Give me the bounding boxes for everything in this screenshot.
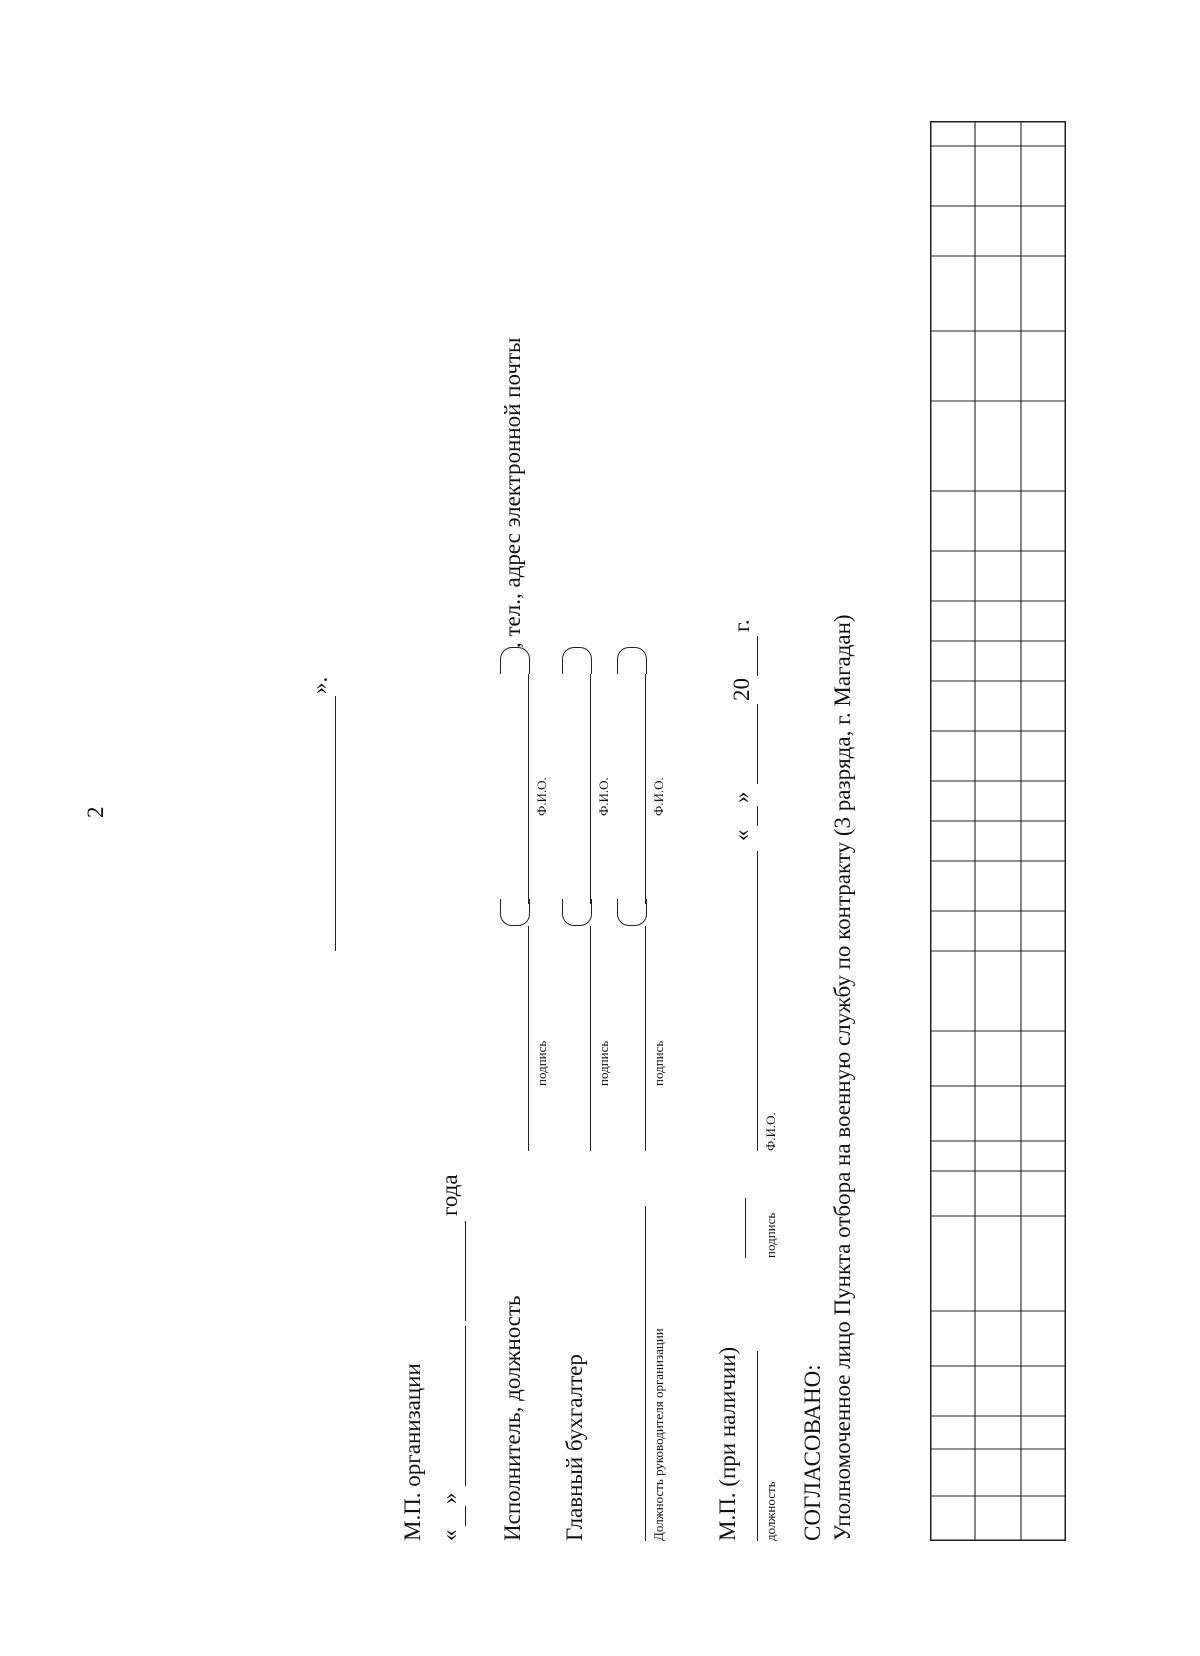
- closing-field[interactable]: [335, 696, 336, 951]
- head-signature-caption: подпись: [651, 1040, 666, 1086]
- accountant-fio-open-paren: [562, 899, 592, 926]
- head-fio-caption: Ф.И.О.: [651, 777, 666, 816]
- date-day-field[interactable]: [757, 806, 758, 826]
- closing-quote: ».: [307, 676, 332, 694]
- stamp-text: М.П. (при наличии): [715, 1346, 740, 1541]
- head-signature-field[interactable]: [645, 926, 646, 1151]
- org-stamp-text: М.П. организации: [400, 1363, 425, 1541]
- table-grid: [930, 121, 1066, 1541]
- date-open-quote: «: [729, 829, 754, 841]
- head-fio-open-paren: [617, 899, 647, 926]
- accountant-signature-field[interactable]: [590, 926, 591, 1151]
- head-position-caption: Должность руководителя организации: [651, 1328, 666, 1541]
- table-border: [931, 122, 1066, 1541]
- approval-title: СОГЛАСОВАНО:: [800, 1364, 825, 1541]
- accountant-fio-field[interactable]: [590, 674, 591, 904]
- position-caption: должность: [763, 1481, 778, 1541]
- bottom-date-suffix: года: [437, 1174, 462, 1216]
- bottom-date-year-field[interactable]: [465, 1221, 466, 1321]
- chief-accountant-label: Главный бухгалтер: [562, 1354, 587, 1541]
- position-field[interactable]: [757, 1351, 758, 1541]
- executor-fio-close-paren: [500, 647, 530, 674]
- bottom-date-month-field[interactable]: [465, 1326, 466, 1486]
- contacts-text: , тел., адрес электронной почты: [500, 337, 525, 648]
- blank-table: [930, 121, 1066, 1541]
- bottom-date-close-quote: »: [437, 1492, 462, 1504]
- executor-fio-field[interactable]: [528, 674, 529, 904]
- fio-field[interactable]: [757, 851, 758, 1151]
- signature-caption: подпись: [763, 1212, 778, 1258]
- accountant-fio-caption: Ф.И.О.: [596, 777, 611, 816]
- page-number: 2: [83, 806, 108, 818]
- executor-signature-field[interactable]: [528, 926, 529, 1151]
- signature-field[interactable]: [745, 1198, 746, 1258]
- bottom-date-open-quote: «: [437, 1529, 462, 1541]
- executor-fio-open-paren: [500, 899, 530, 926]
- date-month-field[interactable]: [757, 704, 758, 784]
- head-fio-close-paren: [617, 647, 647, 674]
- date-year-suffix: г.: [729, 619, 754, 632]
- head-position-field[interactable]: [645, 1206, 646, 1541]
- date-close-quote: »: [729, 791, 754, 803]
- executor-signature-caption: подпись: [534, 1040, 549, 1086]
- accountant-fio-close-paren: [562, 647, 592, 674]
- accountant-signature-caption: подпись: [596, 1040, 611, 1086]
- date-year-field[interactable]: [757, 636, 758, 676]
- executor-label: Исполнитель, должность: [500, 1295, 525, 1541]
- date-century: 20: [729, 678, 754, 701]
- fio-caption: Ф.И.О.: [763, 1112, 778, 1151]
- bottom-date-day-field[interactable]: [465, 1506, 466, 1526]
- authorized-person-text: Уполномоченное лицо Пункта отбора на военную службу по контракту (3 разряда, г. Магадан): [830, 614, 855, 1541]
- head-fio-field[interactable]: [645, 674, 646, 904]
- executor-fio-caption: Ф.И.О.: [534, 777, 549, 816]
